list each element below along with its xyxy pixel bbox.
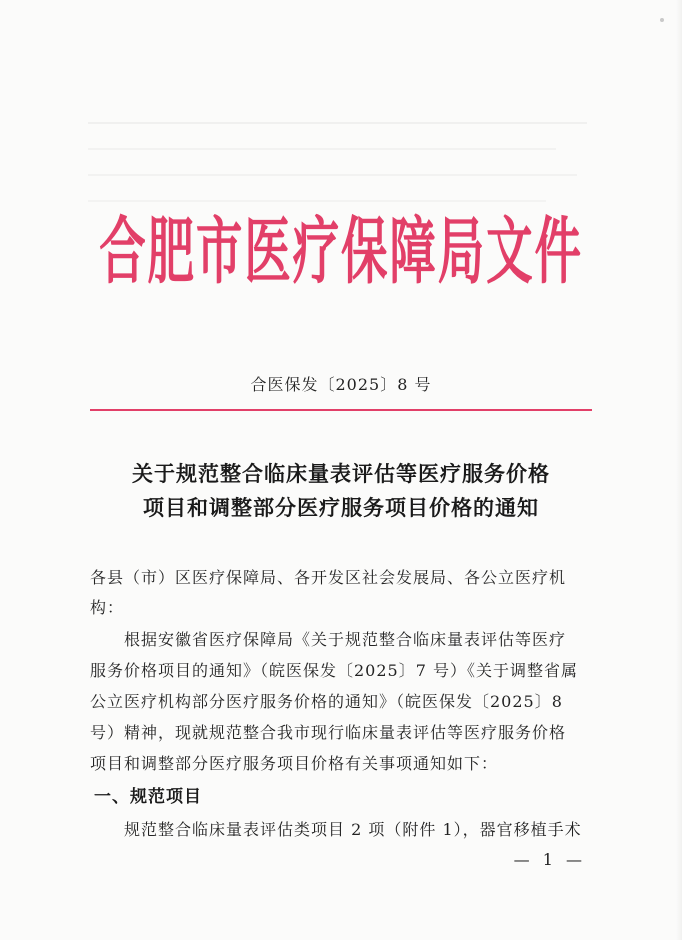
body-line-2: 服务价格项目的通知》（皖医保发〔2025〕7 号）《关于调整省属 (90, 661, 578, 680)
page-number: — 1 — (513, 850, 586, 869)
body-line-1: 根据安徽省医疗保障局《关于规范整合临床量表评估等医疗 (90, 630, 567, 649)
body-line-3: 公立医疗机构部分医疗服务价格的通知》（皖医保发〔2025〕8 (90, 692, 563, 711)
body-line-5: 项目和调整部分医疗服务项目价格有关事项通知如下： (90, 754, 499, 773)
issuing-authority-header: 合肥市医疗保障局文件 (99, 208, 583, 295)
scan-mark (660, 18, 664, 22)
red-divider-rule (90, 409, 592, 411)
document-title-line-1: 关于规范整合临床量表评估等医疗服务价格 (132, 461, 550, 486)
document-title-line-2: 项目和调整部分医疗服务项目价格的通知 (143, 495, 539, 520)
section-first-line: 规范整合临床量表评估类项目 2 项（附件 1），器官移植手术 (90, 820, 582, 839)
recipients-line-2: 构： (90, 598, 125, 617)
recipients-line-1: 各县（市）区医疗保障局、各开发区社会发展局、各公立医疗机 (90, 568, 567, 587)
body-line-4: 号）精神，现就规范整合我市现行临床量表评估等医疗服务价格 (90, 723, 567, 742)
document-number: 合医保发〔2025〕8 号 (250, 375, 432, 394)
section-heading: 一、规范项目 (94, 787, 202, 807)
